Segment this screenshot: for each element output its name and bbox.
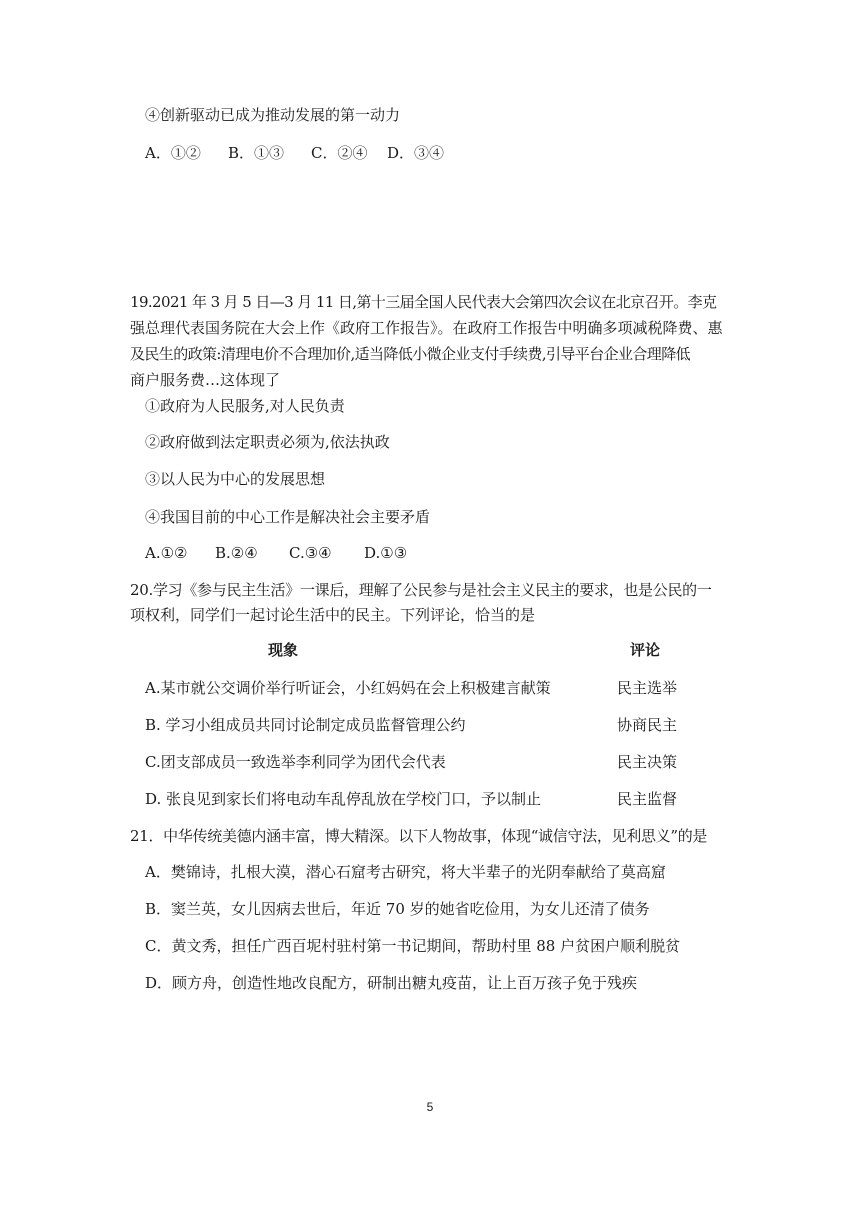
q20-stem-line-2: 项权利，同学们一起讨论生活中的民主。下列评论，恰当的是 bbox=[130, 606, 536, 624]
q19-option-b: B.②④ bbox=[215, 544, 258, 562]
q18-options bbox=[145, 143, 444, 163]
q21-stem: 21．中华传统美德内涵丰富，博大精深。以下人物故事，体现“诚信守法，见利思义”的是 bbox=[130, 827, 708, 845]
q18-option-c: C．②④ bbox=[311, 144, 368, 162]
q18-option-d: D．③④ bbox=[387, 144, 445, 162]
q20-row-c-comment: 民主决策 bbox=[617, 753, 678, 771]
q20-row-d-comment: 民主监督 bbox=[617, 790, 678, 808]
q19-options bbox=[145, 543, 407, 563]
q19-stem-line-2: 强总理代表国务院在大会上作《政府工作报告》。在政府工作报告中明确多项减税降费、惠 bbox=[130, 319, 723, 337]
q21-option-a: A．樊锦诗，扎根大漠，潜心石窟考古研究，将大半辈子的光阴奉献给了莫高窟 bbox=[145, 863, 666, 881]
q20-row-c-phenomenon: C.团支部成员一致选举李利同学为团代会代表 bbox=[145, 753, 446, 771]
q18-item-4: ④创新驱动已成为推动发展的第一动力 bbox=[145, 106, 401, 124]
q20-row-a-comment: 民主选举 bbox=[617, 679, 678, 697]
q19-option-a: A.①② bbox=[145, 544, 188, 562]
q20-row-b-phenomenon: B. 学习小组成员共同讨论制定成员监督管理公约 bbox=[145, 716, 466, 734]
q20-row-d-phenomenon: D. 张良见到家长们将电动车乱停乱放在学校门口，予以制止 bbox=[145, 790, 542, 808]
q19-option-c: C.③④ bbox=[289, 544, 332, 562]
q20-header-comment: 评论 bbox=[630, 641, 661, 659]
q19-stem-line-4: 商户服务费…这体现了 bbox=[130, 371, 281, 389]
q19-option-d: D.①③ bbox=[364, 544, 408, 562]
q19-stem-line-1: 19.2021 年 3 月 5 日—3 月 11 日,第十三届全国人民代表大会第四次会议在北京召开。李克 bbox=[130, 293, 717, 311]
q19-item-3: ③以人民为中心的发展思想 bbox=[145, 470, 326, 488]
q21-option-c: C．黄文秀，担任广西百坭村驻村第一书记期间，帮助村里 88 户贫困户顺利脱贫 bbox=[145, 937, 681, 955]
q20-header-phenomenon: 现象 bbox=[268, 641, 299, 659]
q19-stem-line-3: 及民生的政策:清理电价不合理加价,适当降低小微企业支付手续费,引导平台企业合理降低 bbox=[130, 345, 690, 363]
q20-row-b-comment: 协商民主 bbox=[617, 716, 678, 734]
q21-option-d: D．顾方舟，创造性地改良配方，研制出糖丸疫苗，让上百万孩子免于残疾 bbox=[145, 974, 638, 992]
q19-item-2: ②政府做到法定职责必须为,依法执政 bbox=[145, 433, 390, 451]
page-number: 5 bbox=[426, 1100, 434, 1114]
q19-item-4: ④我国目前的中心工作是解决社会主要矛盾 bbox=[145, 508, 431, 526]
q21-option-b: B．窦兰英，女儿因病去世后，年近 70 岁的她省吃俭用，为女儿还清了债务 bbox=[145, 900, 650, 918]
q19-item-1: ①政府为人民服务,对人民负责 bbox=[145, 397, 345, 415]
q20-stem-line-1: 20.学习《参与民主生活》一课后，理解了公民参与是社会主义民主的要求，也是公民的一 bbox=[130, 581, 712, 599]
q18-option-a: A．①② bbox=[145, 144, 201, 162]
q18-option-b: B．①③ bbox=[228, 144, 285, 162]
q20-row-a-phenomenon: A.某市就公交调价举行听证会，小红妈妈在会上积极建言献策 bbox=[145, 679, 551, 697]
